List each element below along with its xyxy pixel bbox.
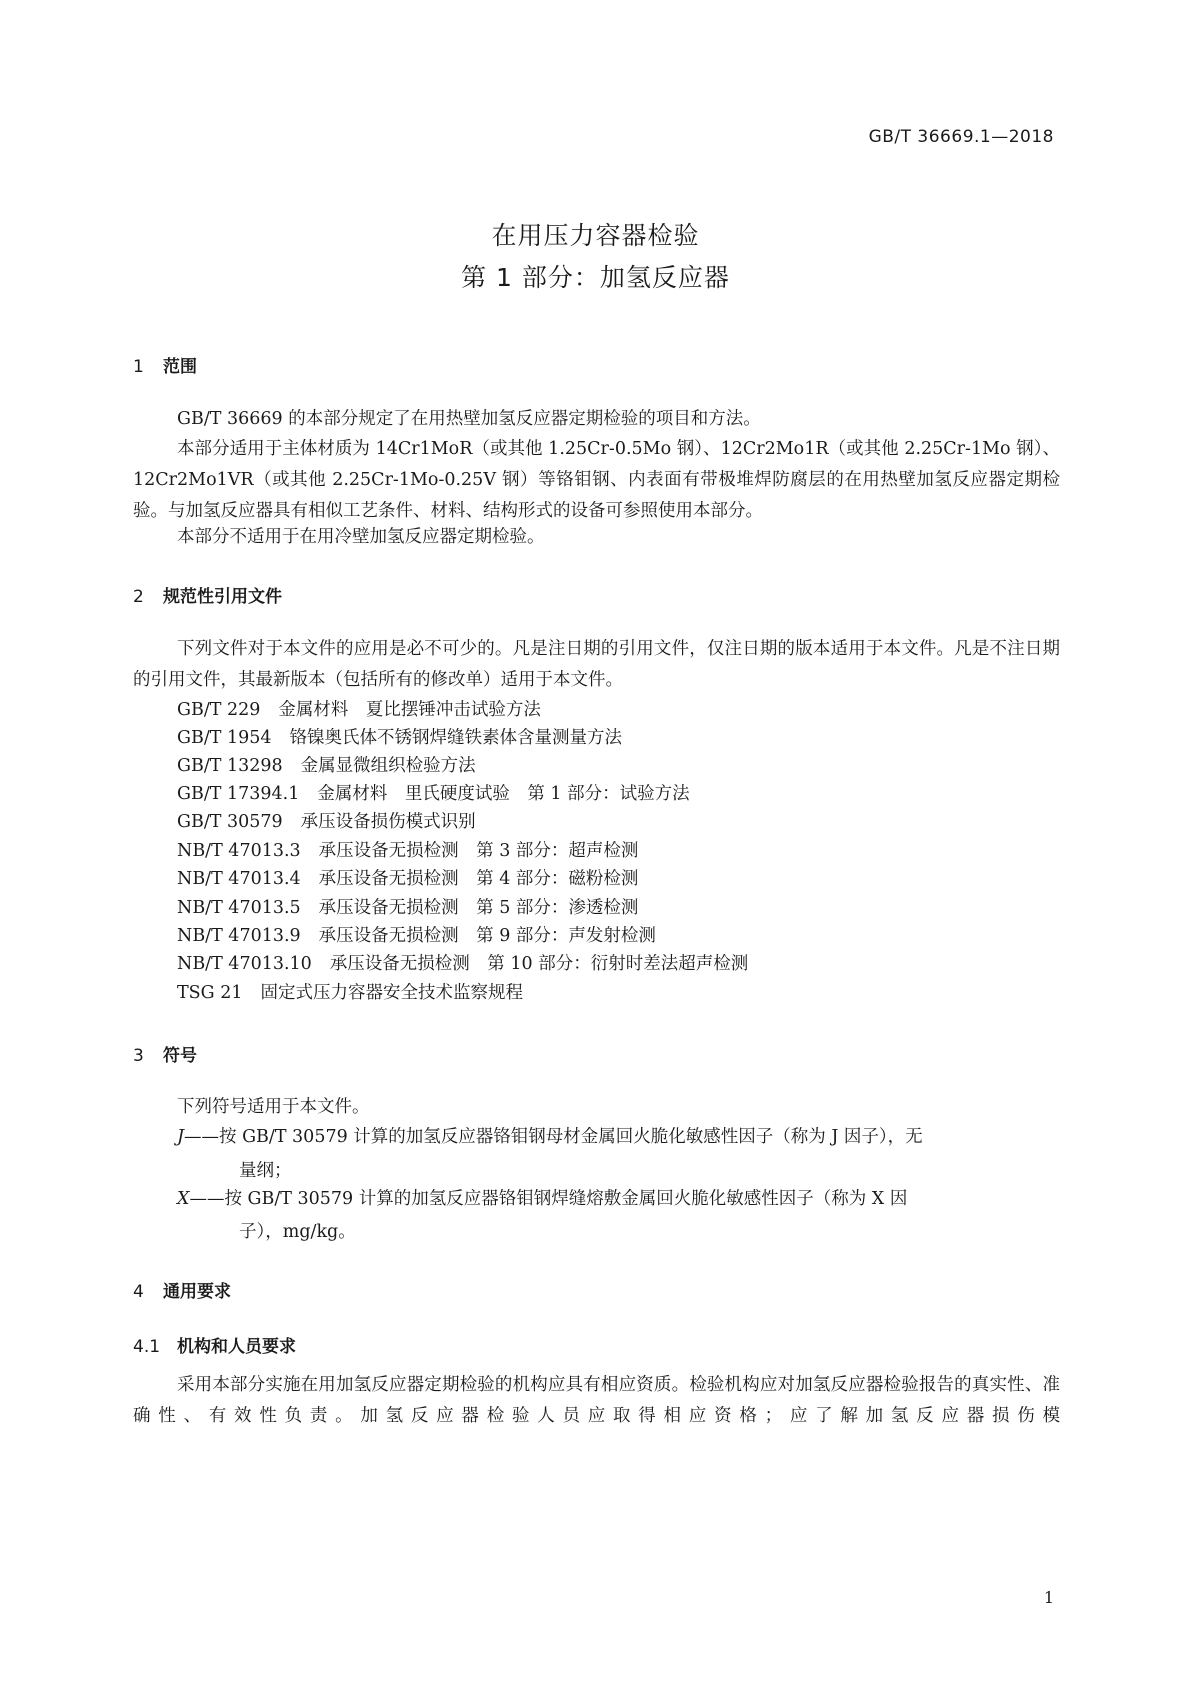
symbol-definition <box>177 1184 1060 1215</box>
section-3-heading <box>133 1041 197 1066</box>
reference-code: NB/T 47013.9 <box>177 926 301 946</box>
reference-item <box>177 724 622 749</box>
section-number: 1 <box>133 357 144 377</box>
reference-item <box>177 752 476 777</box>
reference-title: 承压设备损伤模式识别 <box>300 812 476 832</box>
reference-title: 金属材料 夏比摆锤冲击试验方法 <box>278 700 541 720</box>
reference-code: NB/T 47013.5 <box>177 898 301 918</box>
reference-item <box>177 696 541 721</box>
doc-title-line2: 第 1 部分：加氢反应器 <box>461 263 730 292</box>
symbol-description: ——按 GB/T 30579 计算的加氢反应器铬钼钢母材金属回火脆化敏感性因子（称为 J 因子），无 <box>184 1127 923 1147</box>
doc-title-line1: 在用压力容器检验 <box>491 221 700 250</box>
standard-code: GB/T 36669.1—2018 <box>868 127 1054 147</box>
reference-code: GB/T 13298 <box>177 756 283 776</box>
section-title: 通用要求 <box>163 1282 231 1302</box>
section-4-heading <box>133 1277 231 1302</box>
reference-item <box>177 979 523 1004</box>
reference-item <box>177 894 638 919</box>
reference-title: 承压设备无损检测 第 4 部分：磁粉检测 <box>318 869 639 889</box>
page-number: 1 <box>1043 1588 1054 1607</box>
reference-item <box>177 922 656 947</box>
reference-title: 承压设备无损检测 第 5 部分：渗透检测 <box>318 898 639 918</box>
reference-item <box>177 950 748 975</box>
reference-item <box>177 808 476 833</box>
reference-code: NB/T 47013.10 <box>177 954 312 974</box>
section-title: 符号 <box>163 1046 197 1066</box>
section-number: 4 <box>133 1282 144 1302</box>
subsection-4-1-heading <box>133 1332 296 1357</box>
reference-item <box>177 865 638 890</box>
section-number: 3 <box>133 1046 144 1066</box>
reference-title: 承压设备无损检测 第 10 部分：衍射时差法超声检测 <box>329 954 749 974</box>
section-title: 范围 <box>163 357 197 377</box>
reference-code: GB/T 229 <box>177 700 261 720</box>
reference-code: GB/T 30579 <box>177 812 283 832</box>
reference-item <box>177 780 690 805</box>
reference-title: 铬镍奥氏体不锈钢焊缝铁素体含量测量方法 <box>289 728 623 748</box>
reference-title: 金属材料 里氏硬度试验 第 1 部分：试验方法 <box>317 784 690 804</box>
section-number: 2 <box>133 587 144 607</box>
symbol-definition <box>177 1122 1060 1153</box>
paragraph: 采用本部分实施在用加氢反应器定期检验的机构应具有相应资质。检验机构应对加氢反应器检验报告的真实性、准确性、有效性负责。加氢反应器检验人员应取得相应资格；应了解加氢反应器损伤模 <box>133 1375 1060 1426</box>
reference-title: 承压设备无损检测 第 3 部分：超声检测 <box>318 841 639 861</box>
symbol-description: ——按 GB/T 30579 计算的加氢反应器铬钼钢焊缝熔敷金属回火脆化敏感性因子（称为 X 因 <box>189 1189 908 1209</box>
reference-code: TSG 21 <box>177 983 243 1003</box>
reference-code: NB/T 47013.3 <box>177 841 301 861</box>
reference-code: GB/T 1954 <box>177 728 272 748</box>
paragraph: 下列文件对于本文件的应用是必不可少的。凡是注日期的引用文件，仅注日期的版本适用于本文件。凡是不注日期的引用文件，其最新版本（包括所有的修改单）适用于本文件。 <box>133 639 1060 690</box>
reference-title: 金属显微组织检验方法 <box>300 756 476 776</box>
reference-code: GB/T 17394.1 <box>177 784 300 804</box>
paragraph: GB/T 36669 的本部分规定了在用热壁加氢反应器定期检验的项目和方法。 <box>177 409 761 429</box>
reference-item <box>177 837 638 862</box>
paragraph: 本部分不适用于在用冷壁加氢反应器定期检验。 <box>177 527 545 547</box>
reference-title: 固定式压力容器安全技术监察规程 <box>260 983 523 1003</box>
section-1-heading <box>133 352 197 377</box>
section-2-heading <box>133 582 282 607</box>
paragraph: 本部分适用于主体材质为 14Cr1MoR（或其他 1.25Cr-0.5Mo 钢）、12Cr2Mo1R（或其他 2.25Cr-1Mo 钢）、12Cr2Mo1VR（或其他 2.25Cr-1Mo-0.25V 钢）等铬钼钢、内表面有带极堆焊防腐层的在用热壁加氢反应器定期检验。与加氢反应器具有相似工艺条件、材料、结构形式的设备可参照使用本部分。 <box>133 439 1060 521</box>
paragraph: 下列符号适用于本文件。 <box>177 1097 370 1117</box>
symbol-description-continued: 量纲； <box>239 1161 292 1181</box>
section-title: 规范性引用文件 <box>163 587 282 607</box>
symbol-description-continued: 子），mg/kg。 <box>239 1222 356 1242</box>
reference-code: NB/T 47013.4 <box>177 869 301 889</box>
subsection-title: 机构和人员要求 <box>177 1337 296 1357</box>
symbol: X <box>177 1189 190 1209</box>
subsection-number: 4.1 <box>133 1337 161 1357</box>
symbol: J <box>177 1127 185 1147</box>
reference-title: 承压设备无损检测 第 9 部分：声发射检测 <box>318 926 656 946</box>
